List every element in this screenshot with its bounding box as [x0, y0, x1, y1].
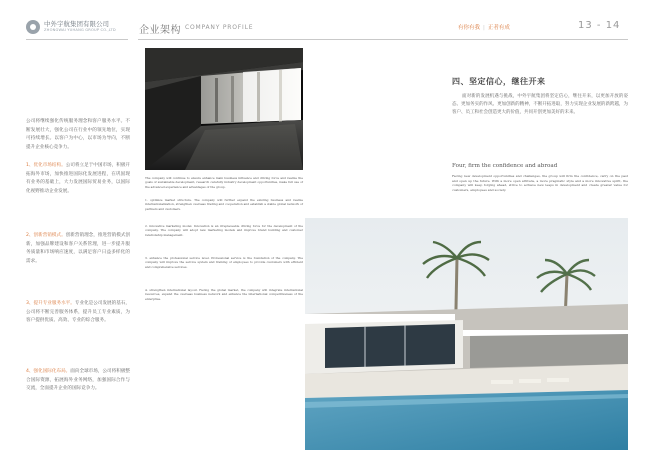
section-title-en: COMPANY PROFILE — [185, 24, 254, 31]
right-section-heading: 四、坚定信心，继往开来 — [452, 77, 546, 86]
middle-intro-paragraph: The company will continue to ensure enhance main business influence and driving force and realize the goals of sustainable development, research carefully industry development opportunities, make full use of the advanced experience and advantages of the group. — [145, 176, 303, 189]
left-item-3 — [26, 300, 130, 326]
page-header — [0, 0, 653, 44]
middle-paragraph-3: 3. enhance the professional service level. Professional service is the foundation of the company. The company will improve the service system and training of employees to provide customers with efficient and comprehensive services. — [145, 256, 303, 269]
header-nav-separator: | — [483, 25, 485, 31]
left-item-3-heading: 3、提升专业服务水平。 — [26, 301, 75, 306]
section-title-cn: 企业架构 — [139, 25, 181, 36]
middle-paragraph-4: 4. strengthen international layout. Facing the global market, the company will integrate international resources, expand the overseas business network and enhance the international competitiveness of the enterprise. — [145, 288, 303, 301]
left-item-2-body: 创新营销理念，推进营销模式创新，加强品牌建设和客户关系管理，进一步提升服务质量和市场响应速度，以满足客户日益多样化的需求。 — [26, 233, 131, 264]
company-logo-icon — [26, 20, 40, 34]
page-number: 13 - 14 — [578, 20, 621, 31]
left-item-3-body: 专业化是公司发展的基石，公司将不断完善服务体系，提升员工专业素质，为客户提供优质、高效、专业的综合服务。 — [26, 301, 131, 324]
left-item-4 — [26, 368, 130, 394]
left-item-1-heading: 1、优化市场结构。 — [26, 163, 66, 168]
header-nav-item: 正者有成 — [487, 25, 510, 31]
middle-paragraph-2: 2. innovative marketing model. Innovation is an irreplaceable driving force for the development of the company. The company will adopt new marketing models and improve brand building and customer relationship management. — [145, 224, 303, 237]
company-name-en: ZHONGWAI YUHANG GROUP CO.,LTD — [44, 28, 116, 32]
left-item-4-body: 面向全球市场，公司将积极整合国际资源，拓展海外业务网络，加强国际合作与交流，全面提升企业的国际竞争力。 — [26, 369, 131, 392]
left-item-2-heading: 2、创新营销模式。 — [26, 233, 66, 238]
left-item-2 — [26, 232, 130, 266]
right-en-paragraph: Facing new development opportunities and challenges, the group will firm the confidence, carry on the past and open up the future. With a more open attitude, a more pragmatic style and a more innovative spirit, the company will keep forging ahead, strive to achieve new leaps in development and create greater value for customers, employees and society. — [452, 174, 628, 192]
middle-paragraph-1: 1. optimize market structure. The company will further expand the existing business and realize internationalization, strengthen overseas trading and cooperation and establish a stable global network of partners and customers. — [145, 198, 303, 211]
right-en-heading: Four, firm the confidence and abroad — [452, 163, 558, 169]
header-divider — [138, 39, 628, 40]
left-intro-paragraph: 公司将继续强化传统服务理念和客户服务水平。不断发展壮大，强化公司在行业中的领先地位，实现可持续增长。以客户为中心，以市场为导向，不断提升企业核心竞争力。 — [26, 119, 130, 150]
header-divider — [26, 39, 128, 40]
interior-architecture-photo — [145, 48, 303, 170]
modern-building-pool-photo — [305, 218, 628, 450]
right-cn-paragraph: 面对新的发展机遇与挑战，中外宇航集团将坚定信心，继往开来，以更加开放的姿态、更加务实的作风、更加创新的精神，不断开拓进取，努力实现企业发展的新跨越，为客户、员工和社会创造更大的价值，共同开创更加美好的未来。 — [452, 94, 628, 116]
left-item-1-body: 公司将立足于中国市场，积极开拓海外市场，加快推进国际化发展进程，在巩固现有业务的基础上，大力发展国际贸易业务，以国际化视野推动企业发展。 — [26, 163, 131, 194]
company-name-cn: 中外宇航集团有限公司 — [44, 20, 109, 28]
left-item-4-heading: 4、强化国际化布局。 — [26, 369, 71, 374]
header-nav-item: 有你有我 — [458, 25, 481, 31]
left-item-1 — [26, 162, 130, 196]
header-nav — [458, 23, 510, 31]
